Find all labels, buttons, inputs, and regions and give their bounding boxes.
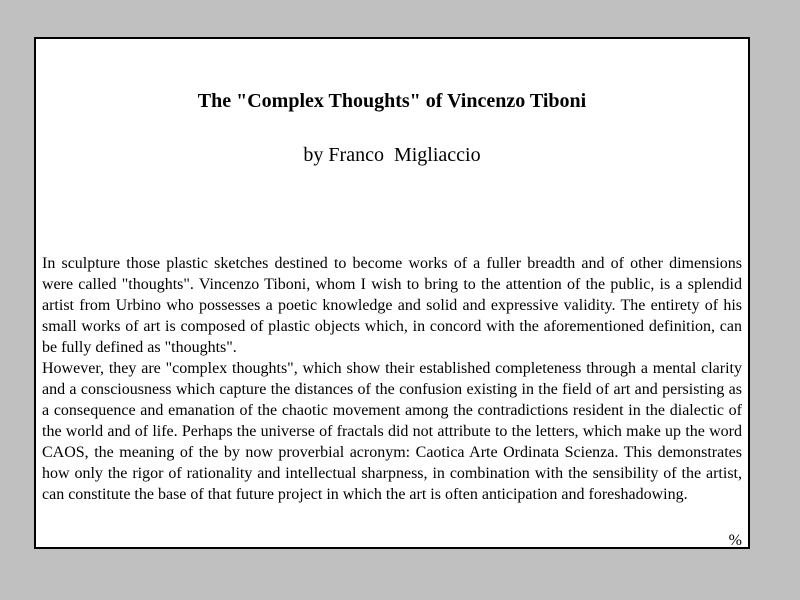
end-mark: % bbox=[728, 532, 742, 549]
document-page bbox=[34, 37, 750, 549]
body-paragraph: In sculpture those plastic sketches destined to become works of a fuller breadth and of other dimensions were called "thoughts". Vincenzo Tiboni, whom I wish to bring to the attention of the public, is a splendid artist from Urbino who possesses a poetic knowledge and solid and expressive validity. The entirety of his small works of art is composed of plastic objects which, in concord with the aforementioned definition, can be fully defined as "thoughts". bbox=[42, 255, 742, 356]
article-title: The "Complex Thoughts" of Vincenzo Tiboni bbox=[197, 90, 587, 112]
article-byline: by Franco Migliaccio bbox=[303, 144, 481, 166]
article-body bbox=[42, 253, 742, 505]
body-paragraph: However, they are "complex thoughts", which show their established completeness through a mental clarity and a consciousness which capture the distances of the confusion existing in the field of art and persisting as a consequence and emanation of the chaotic movement among the contradictions resident in the dialectic of the world and of life. Perhaps the universe of fractals did not attribute to the letters, which make up the word CAOS, the meaning of the by now proverbial acronym: Caotica Arte Ordinata Scienza. This demonstrates how only the rigor of rationality and intellectual sharpness, in combination with the sensibility of the artist, can constitute the base of that future project in which the art is often anticipation and foreshadowing. bbox=[42, 360, 742, 503]
